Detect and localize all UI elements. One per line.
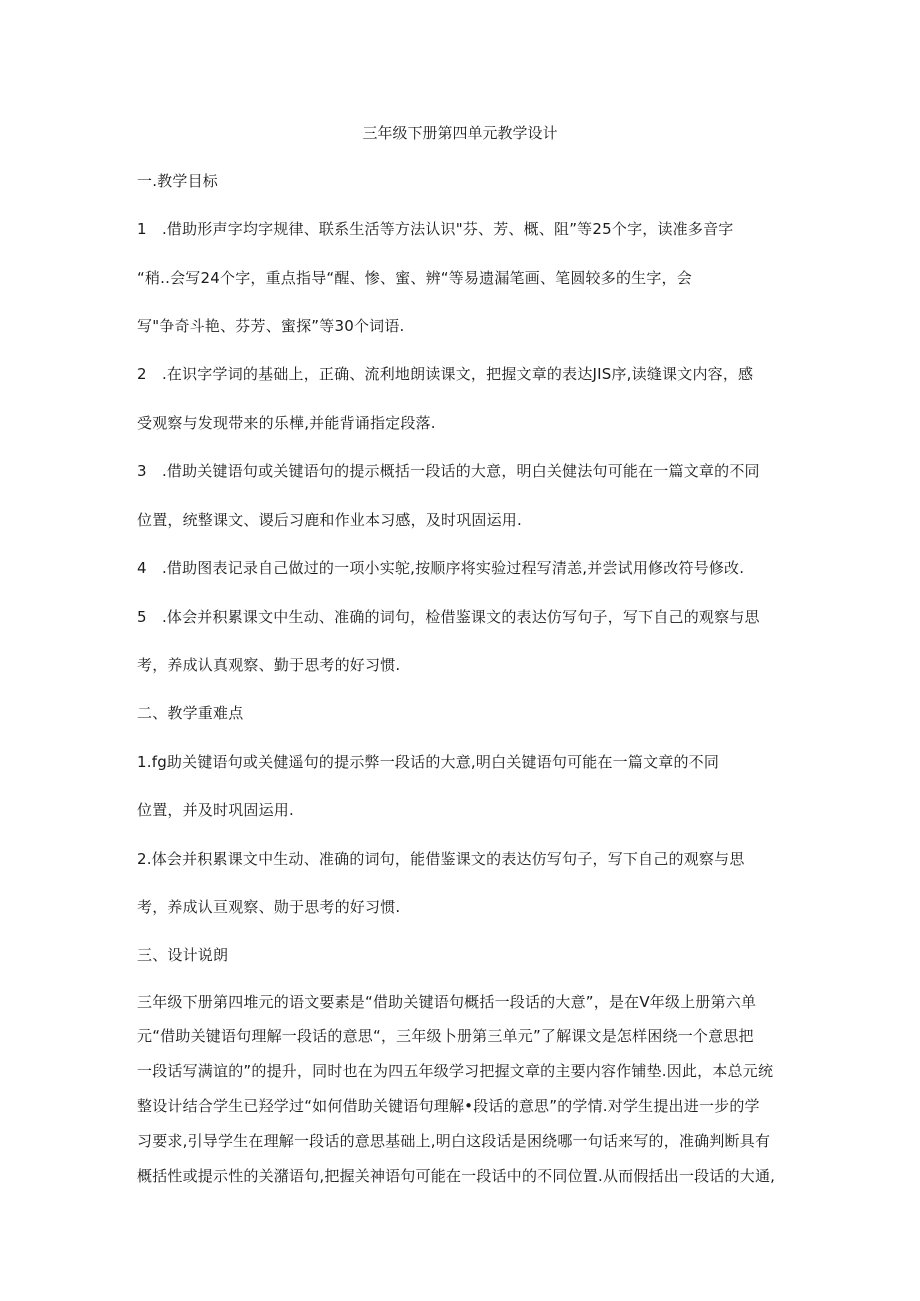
objective-line: “稍..会写24个字，重点指导“醒、惨、蜜、辨“等易遗漏笔画、笔圆较多的生字，会: [137, 269, 692, 287]
section-heading-objectives: 一.教学目标: [137, 172, 218, 190]
design-note-line: 一段话写满谊的”的提升，同时也在为四五年级学习把握文章的主要内容作铺垫.因此，本总元统: [137, 1062, 774, 1080]
document-title: 三年级下册第四单元教学设计: [362, 124, 558, 142]
design-note-line: 元“借助关键语句理解一段话的意思“，三年级卜册第三单元”了解课文是怎样困绕一个意思把: [137, 1027, 754, 1045]
objective-line: 1 .借助形声字均字规律、联系生活等方法认识"芬、芳、概、阻”等25个字，读准多音字: [137, 220, 734, 238]
objective-line: 2 .在识字学词的基础上，正确、流利地朗读课文，把握文章的表达JIS序,读缝课文内容，感: [137, 365, 754, 383]
key-point-line: 位置，并及时巩固运用.: [137, 801, 294, 819]
design-note-line: 三年级下册第四堆元的语文要素是“借助关键语句概括一段话的大意”，是在V年级上册第六单: [137, 993, 757, 1011]
objective-line: 写"争奇斗艳、芬芳、蜜探”等30个词语.: [137, 317, 405, 335]
section-heading-design-notes: 三、设计说朗: [137, 946, 229, 964]
key-point-line: 2.体会并积累课文中生动、准确的词句，能借鉴课文的表达仿写句子，写下自己的观察与思: [137, 850, 745, 868]
objective-line: 位置，统整课文、谡后习鹿和作业本习感，及时巩固运用.: [137, 511, 522, 529]
objective-line: 3 .借助关键语句或关键语句的提示概括一段话的大意，明白关健法句可能在一篇文章的不同: [137, 462, 760, 480]
key-point-line: 1.fg助关键语句或关健遥句的提示弊一段话的大意,明白关键语句可能在一篇文章的不同: [137, 753, 720, 771]
objective-line: 5 .体会并积累课文中生动、准确的词句，检借鉴课文的表达仿写句子，写下自己的观察与思: [137, 608, 760, 626]
key-point-line: 考，养成认亘观察、勋于思考的好习惯.: [137, 898, 401, 916]
design-note-line: 概括性或提示性的关潴语句,把握关神语句可能在一段话中的不同位置.从而假括出一段话的大通,: [137, 1167, 776, 1185]
objective-line: 4 .借助图表记录自己做过的一项小实鸵,按顺序将实验过程写清恙,并尝试用修改符号修改.: [137, 559, 745, 577]
design-note-line: 习要求,引导学生在理解一段话的意思基础上,明白这段话是困绕哪一句话来写的，准确判断具有: [137, 1132, 771, 1150]
objective-line: 受观察与发现带来的乐樺,并能背诵指定段落.: [137, 414, 436, 432]
objective-line: 考，养成认真观察、勤于思考的好习惯.: [137, 656, 401, 674]
design-note-line: 整设计结合学生已羟学过“如何借助关键语句理解•段话的意思”的学情.对学生提出进一步的学: [137, 1097, 760, 1115]
section-heading-key-points: 二、教学重难点: [137, 704, 244, 722]
